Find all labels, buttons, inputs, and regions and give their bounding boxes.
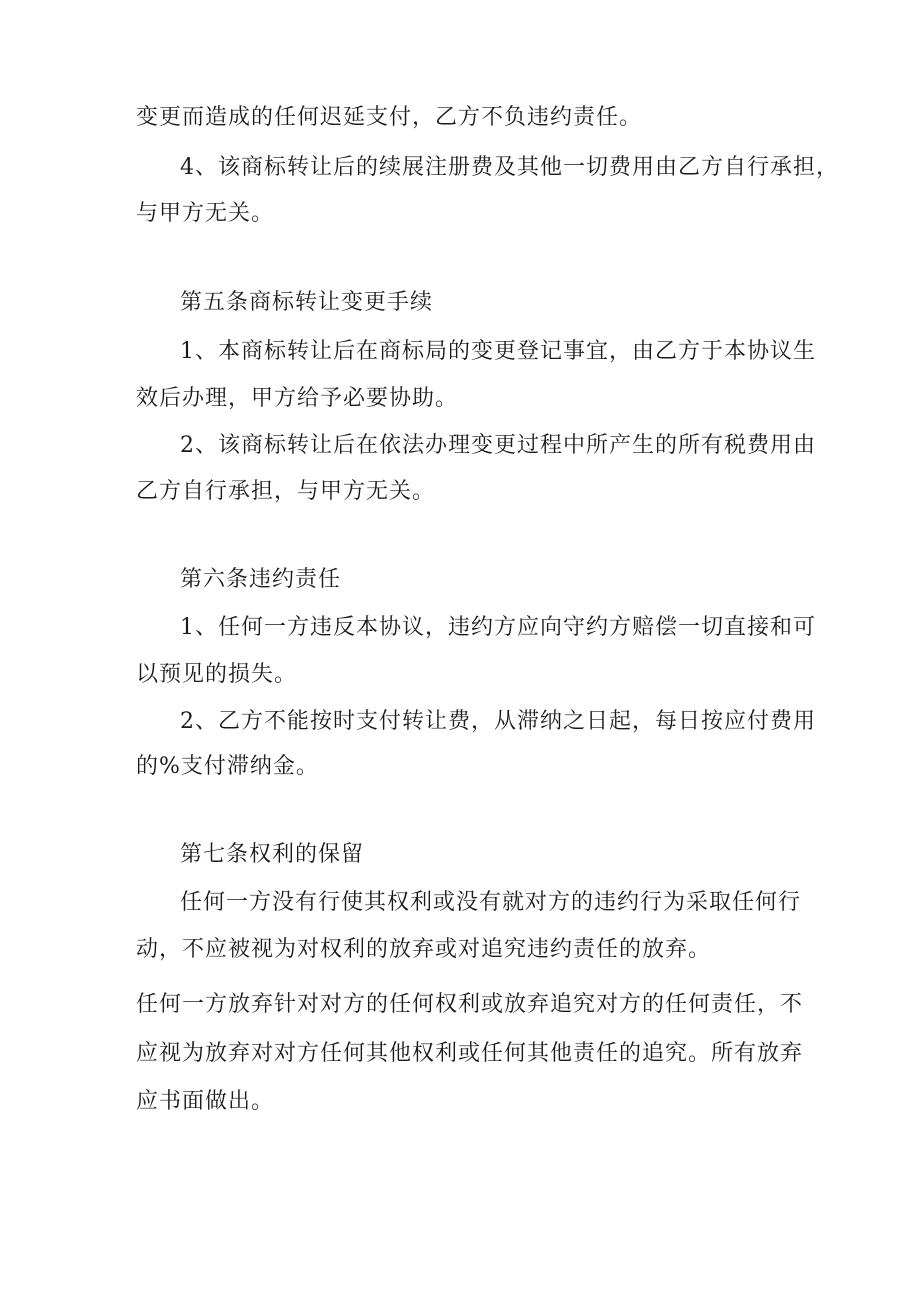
section-heading: 第七条权利的保留 xyxy=(180,842,365,867)
section-heading: 第六条违约责任 xyxy=(180,567,342,592)
text-line: 与甲方无关。 xyxy=(136,201,275,226)
text-line: 乙方自行承担，与甲方无关。 xyxy=(136,479,436,504)
text-line: 1、本商标转让后在商标局的变更登记事宜，由乙方于本协议生 xyxy=(180,339,816,364)
text-line: 2、该商标转让后在依法办理变更过程中所产生的所有税费用由 xyxy=(180,433,816,458)
text-line: 变更而造成的任何迟延支付，乙方不负违约责任。 xyxy=(136,105,643,130)
text-line: 任何一方没有行使其权利或没有就对方的违约行为采取任何行 xyxy=(180,890,802,915)
text-line: 2、乙方不能按时支付转让费，从滞纳之日起，每日按应付费用 xyxy=(180,709,816,734)
text-line: 动，不应被视为对权利的放弃或对追究违约责任的放弃。 xyxy=(136,937,712,962)
text-line: 4、该商标转让后的续展注册费及其他一切费用由乙方自行承担， xyxy=(180,155,839,180)
text-line: 的%支付滞纳金。 xyxy=(136,754,319,779)
text-line: 以预见的损失。 xyxy=(136,662,298,687)
text-line: 任何一方放弃针对对方的任何权利或放弃追究对方的任何责任，不 xyxy=(136,992,804,1017)
section-heading: 第五条商标转让变更手续 xyxy=(180,290,434,315)
text-line: 应视为放弃对对方任何其他权利或任何其他责任的追究。所有放弃 xyxy=(136,1041,804,1066)
text-line: 效后办理，甲方给予必要协助。 xyxy=(136,386,459,411)
text-line: 应书面做出。 xyxy=(136,1089,275,1114)
text-line: 1、任何一方违反本协议，违约方应向守约方赔偿一切直接和可 xyxy=(180,615,816,640)
